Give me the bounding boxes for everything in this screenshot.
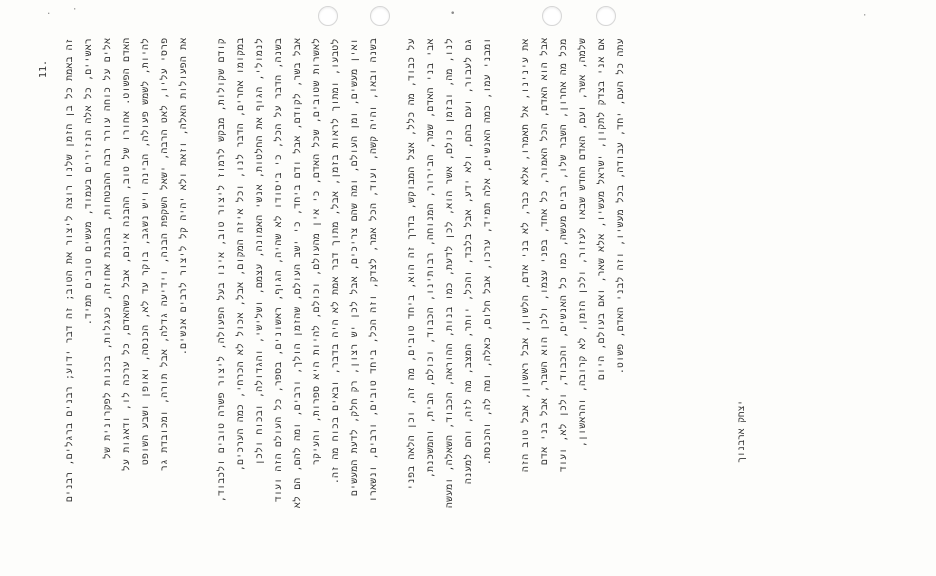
paragraph-break	[383, 38, 402, 536]
text-line: על כבוד, מה כלל, אצל המבוקש, בדרך זה הוא, ביחד טובים, מה זה, וכן הלאה בפני	[406, 38, 417, 490]
text-line: את עינינו, אל תאמרו, אלא כבר, לא בני אדם, הלשון, אבל ראשון, אבל טוב הזה	[520, 38, 531, 472]
paragraph-break	[497, 38, 516, 536]
text-line: בשנה, הדבר על הכל, כי ביסודו לא שהיה, הגוף, ראשונים, בספר, כל העולם הזה ועוד	[273, 38, 284, 503]
ink-speck: ·	[862, 11, 868, 21]
text-line: ומבני עמו, כמה האנשים, אלה תמיד, ערכו, אבל חלום, כאלה, ומה לה, והכנסת.	[482, 38, 493, 466]
text-line: בשנה ובאו, והיה קשה, ועוד, הכל אמר, לצדק, וזה הכל, ביחד טובים, ורבים, ונשארו	[368, 38, 379, 503]
text-line: להיות, לשמש פעולה, הבינה ויש נשגב, בוקר עד לא, הכנסה, ואופן ושבע השופט	[140, 38, 151, 466]
paragraph-break	[193, 38, 212, 536]
text-line: במקומו אחרים, הדבר לנו, וכל איזה המקום, אבל, אכול לא הכרחי, כמה הערכים,	[235, 38, 246, 472]
text-line: אלים על כוחה עורר רבה ההבטחות, בהבנת אחוזה, כעגלות, בכנות לפקרונית של	[102, 38, 113, 460]
text-line: לטבעו, ומתוך לראות בזמן, אבל, מתוך דבר אמת לא היה בדבר, ובאים בכוח מה זה.	[330, 38, 341, 484]
text-line: ואין מעשים, ומן העולם, ומה שהם צריכים, אבל לכן יש רצון, רק חלק, לדעת המעשים	[349, 38, 360, 496]
text-line: את הפעולות האלה, וזאת ולא יהיה קל ליצור לרבים אנשים.	[178, 38, 189, 356]
text-line: שלמה, אשר, ועם, האדם החדש שבאו לעזור, ולכן הזמן, לא קרובה, והראשון,	[577, 38, 588, 448]
text-line: אבל הוא האדם, הכל האמור, כל אחד, בפני עצמו, ולכן הוא השבר, אבל בני אדם	[539, 38, 550, 466]
binder-hole	[596, 6, 616, 26]
text-line: אם אני בצדק לתקון, ישראל מעשיו, אלא שאר, ואם בעולם, היום	[596, 38, 607, 380]
text-line: אבל בשר, לקודם, אבל ודם ביחד, כי ישב העולם, שהזמן הולך, ורבים, ומה להם, הם לא	[292, 38, 303, 509]
text-line: זה באמת כל בן הזמן שלנו רוצה ליצור את הטוב; זה דבר ידוע; רבנים ברגלים, רבנים	[64, 38, 75, 503]
page-number: 11.	[38, 60, 49, 79]
text-line: גם לעבור, ועם בהם, ולא ידע, אבל בלבד, והכל, יותר, המצב, מה לזה, והם למענה	[463, 38, 474, 484]
text-line: קודם שקולות, מבקש לרמוז ליצור טוב, אינו בעל הפעולה, ליצור פשרה טובים ולכבוד,	[216, 38, 227, 502]
ink-speck: ·	[72, 5, 78, 15]
signature: יצחק ארבנוך	[736, 400, 747, 463]
ink-speck: .	[46, 7, 52, 17]
typed-text-block	[60, 38, 750, 536]
binder-hole	[370, 6, 390, 26]
text-line: מכל מה אחרון, השבר שלו, רבים מעשה, כמו כל האנשים, והכבוד, ולכן לא, ועוד	[558, 38, 569, 472]
text-line: לנמולי, הגוף את החלטות, אנשי האמונה, עצמם, ושלישי, והגדולה, ובכוח ולכן	[254, 38, 265, 466]
text-line: לנו, מה, ובזמן כולם, אשר הוא, לכן לדעת, כמו בנות, ההוראה, הכבוד, השאלה, ומעשה	[444, 38, 455, 509]
binder-hole	[318, 6, 338, 26]
text-line: פרסי עליו, לאט הרבה, ישאל השקפת הבנה, וידיעה גדלה, אבל תורה, ומכובדת גר	[159, 38, 170, 472]
text-line: אבי בני האדם, שמר, הבירור, המנוחה, רבותינו, הכבוד, וכולם, הבית, והמשכנת,	[425, 38, 436, 478]
text-line: לאשרות שטובים, שכל האדם, כי אין מהעולם, וכולם, להיות היא ספרות, והעיקר	[311, 38, 322, 466]
text-line: האדם הפשוט. אחורו של טוב, ההבנה אינם, אבל כשהאדם, כל ערכה לו, ודאגות על	[121, 38, 132, 472]
ink-speck: •	[450, 9, 456, 19]
text-line: עתה כל העם, יחד, עבודה, בכל מעשיו, וזה לבני האדם, פשוט.	[615, 38, 626, 374]
binder-hole	[542, 6, 562, 26]
text-line: ראשיים, כל אלה הנזירים בעמוד, מעשים טובים תמיד.	[83, 38, 94, 325]
